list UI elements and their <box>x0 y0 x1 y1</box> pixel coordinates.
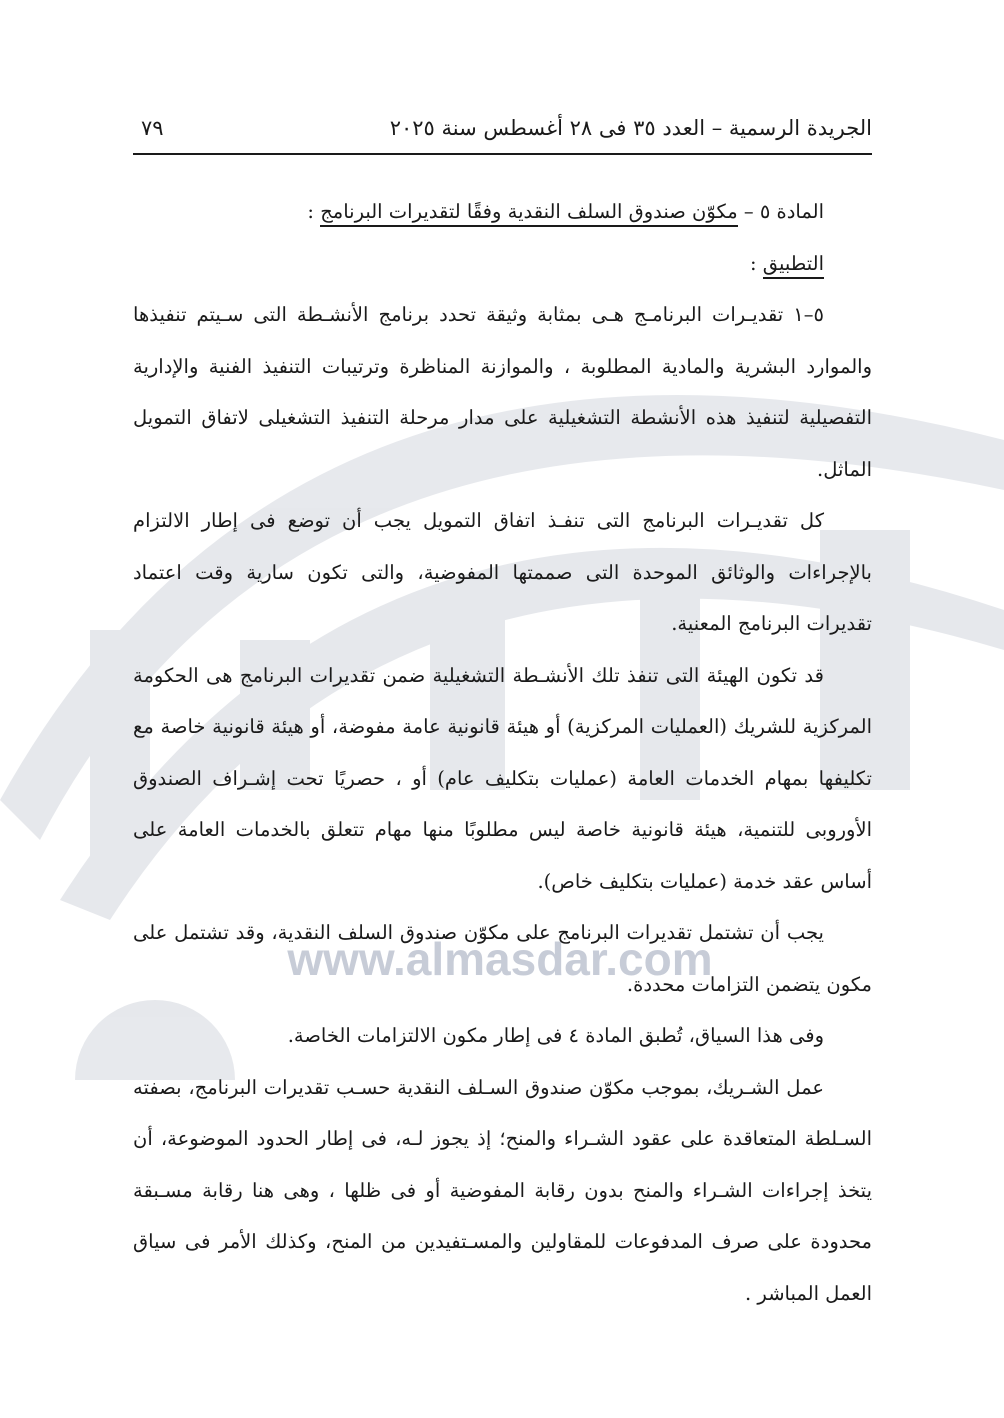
paragraph: عمل الشـريك، بموجب مكوّن صندوق السـلف النقدية حسـب تقديرات البرنامج، بصفته السـلطة المتعاقدة على عقود الشـراء والمنح؛ إذ يجوز لـه، فى إطار الحدود الموضوعة، أن يتخذ إجراءات الشـراء والمنح بدون رقابة المفوضية أو فى ظلها ، وهى هنا رقابة مسـبقة محدودة على صرف المدفوعات للمقاولين والمسـتفيدين من المنح، وكذلك الأمر فى سياق العمل المباشر . <box>133 1075 872 1305</box>
paragraph: وفى هذا السياق، تُطبق المادة ٤ فى إطار مكون الالتزامات الخاصة. <box>287 1024 824 1047</box>
paragraph: ٥–١ تقديـرات البرنامـج هـى بمثابة وثيقة تحدد برنامج الأنشـطة التى سـيتم تنفيذها والموارد البشرية والمادية المطلوبة ، والموازنة المناظرة وترتيبات التنفيذ الفنية والإدارية التفصيلية لتنفيذ هذه الأنشطة التشغيلية على مدار مرحلة التنفيذ التشغيلى لاتفاق التمويل الماثل. <box>133 303 872 481</box>
header-rule <box>133 153 872 155</box>
application-suffix: : <box>749 251 763 275</box>
page-number: ٧٩ <box>141 116 164 140</box>
page-header <box>133 112 872 152</box>
paragraph: قد تكون الهيئة التى تنفذ تلك الأنشـطة التشغيلية ضمن تقديرات البرنامج هى الحكومة المركزية للشريك (العمليات المركزية) أو هيئة قانونية عامة مفوضة، أو هيئة قانونية خاصة مع تكليفها بمهام الخدمات العامة (عمليات بتكليف عام) أو ، حصريًا تحت إشـراف الصندوق الأوروبى للتنمية، هيئة قانونية خاصة ليس مطلوبًا منها مهام تتعلق بالخدمات العامة على أساس عقد خدمة (عمليات بتكليف خاص). <box>133 663 872 893</box>
article-heading <box>133 186 872 238</box>
document-body <box>133 186 872 1319</box>
article-heading-title: مكوّن صندوق السلف النقدية وفقًا لتقديرات البرنامج <box>320 200 737 227</box>
application-heading <box>133 238 872 290</box>
watermark-url: www.almasdar.com <box>287 933 713 985</box>
gazette-title: الجريدة الرسمية – العدد ٣٥ فى ٢٨ أغسطس سنة ٢٠٢٥ <box>389 116 872 140</box>
paragraph: كل تقديـرات البرنامج التى تنفـذ اتفاق التمويل يجب أن توضع فى إطار الالتزام بالإجراءات والوثائق الموحدة التى صممتها المفوضية، والتى تكون سارية وقت اعتماد تقديرات البرنامج المعنية. <box>133 509 872 635</box>
article-heading-suffix: : <box>307 200 321 223</box>
article-heading-prefix: المادة ٥ – <box>737 200 824 223</box>
paragraph: يجب أن تشتمل تقديرات البرنامج على مكوّن صندوق السلف النقدية، وقد تشتمل على مكون يتضمن التزامات محددة. <box>133 921 872 996</box>
application-label: التطبيق <box>763 252 824 279</box>
